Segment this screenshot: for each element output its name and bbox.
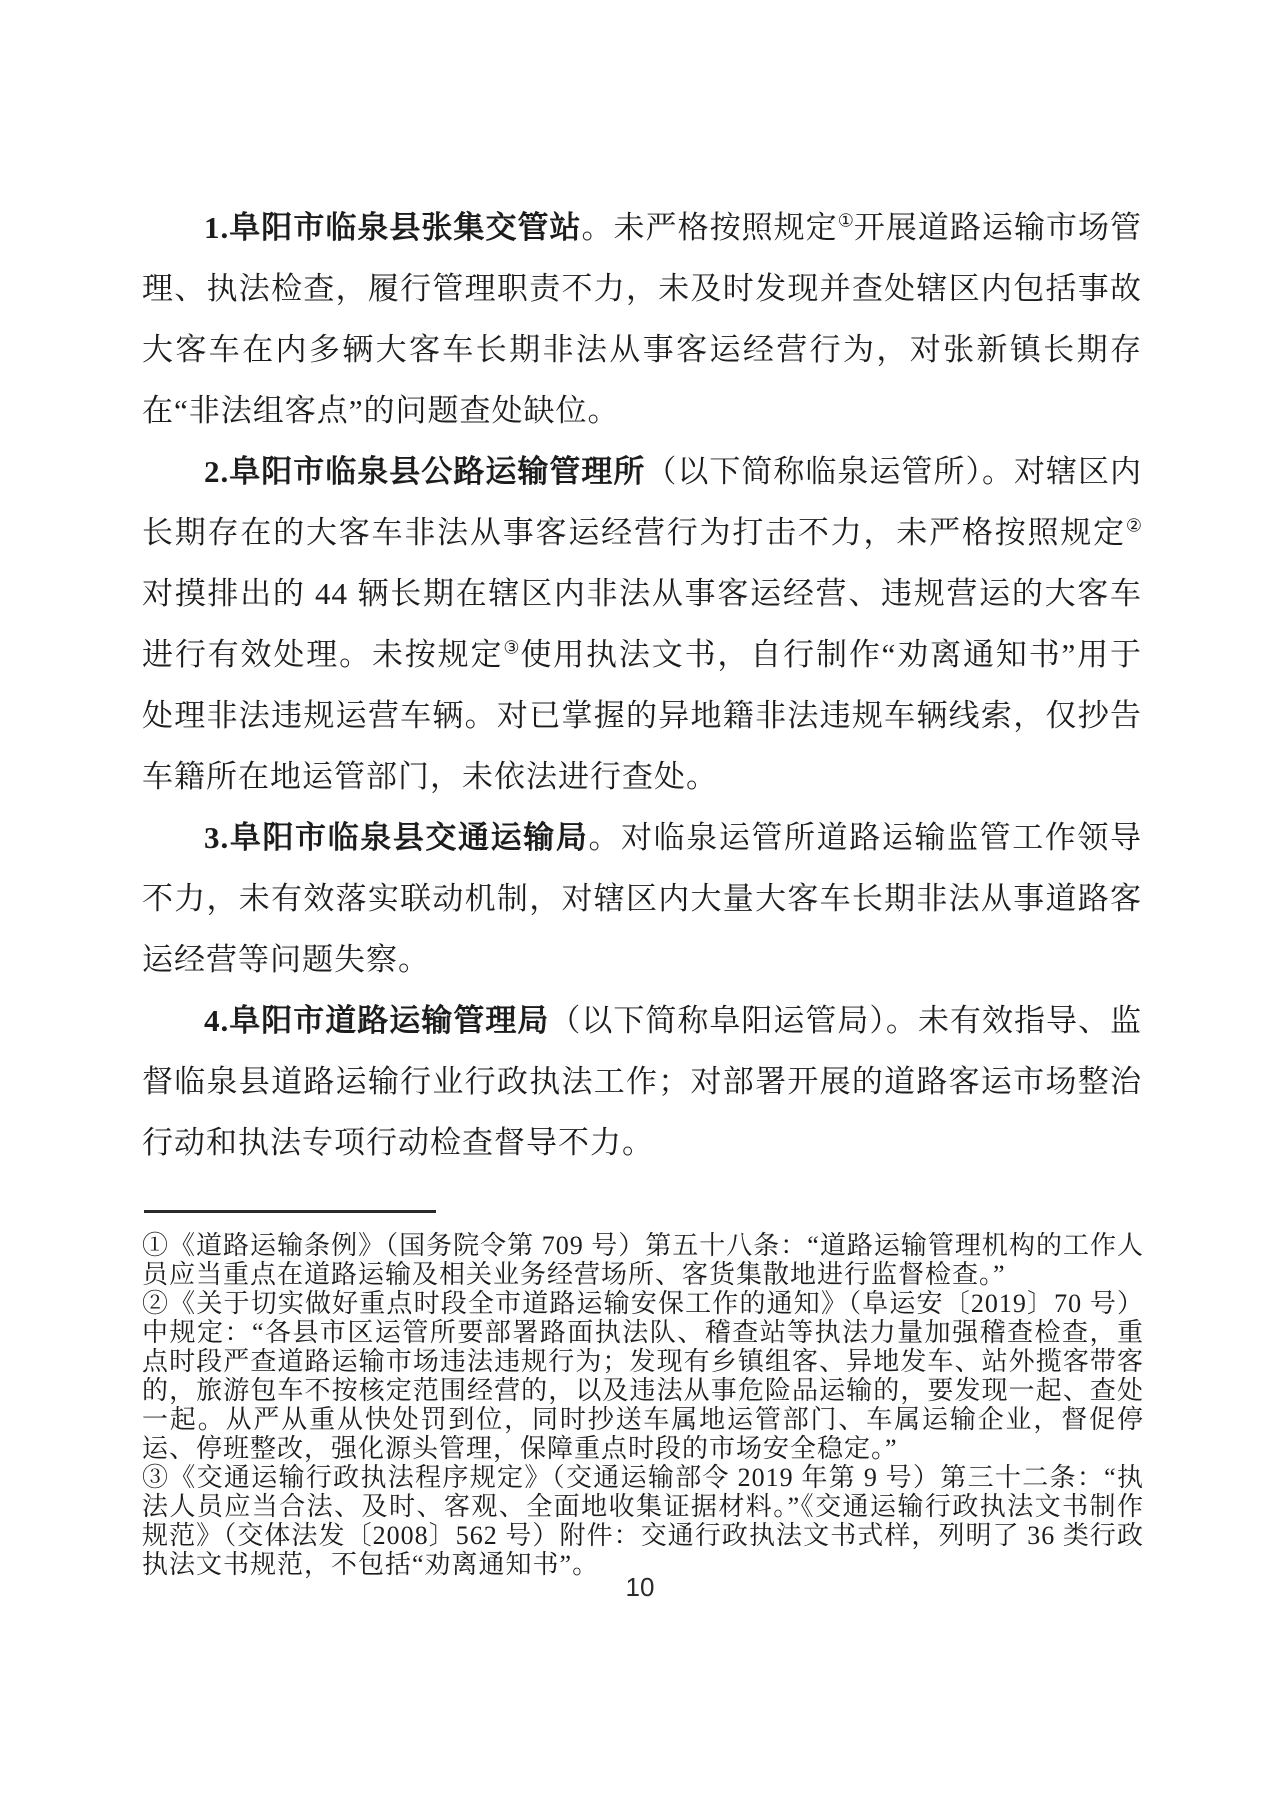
paragraph-3: [142, 807, 1142, 990]
footnote-2: ②《关于切实做好重点时段全市道路运输安保工作的通知》（阜运安〔2019〕70 号）中规定：“各县市区运管所要部署路面执法队、稽查站等执法力量加强稽查检查，重点时段严查道路运输市场违法违规行为；发现有乡镇组客、异地发车、站外揽客带客的，旅游包车不按核定范围经营的，以及违法从事危险品运输的，要发现一起、查处一起。从严从重从快处罚到位，同时抄送车属地运管部门、车属运输企业，督促停运、停班整改，强化源头管理，保障重点时段的市场安全稳定。”: [142, 1289, 1144, 1463]
paragraph-heading: 3.阜阳市临泉县交通运输局: [204, 820, 589, 855]
footnote-ref: ③: [503, 637, 521, 658]
footnote-1: ①《道路运输条例》（国务院令第 709 号）第五十八条：“道路运输管理机构的工作人员应当重点在道路运输及相关业务经营场所、客货集散地进行监督检查。”: [142, 1231, 1144, 1289]
paragraph-text: （以下简称临泉运管所）。对辖区内长期存在的大客车非法从事客运经营行为打击不力，未严格按照规定: [142, 454, 1143, 550]
paragraph-text: 。未严格按照规定: [581, 210, 838, 245]
page-number: 10: [625, 1572, 655, 1602]
body-paragraphs: [142, 197, 1142, 1173]
footnotes: [142, 1231, 1144, 1579]
footnote-ref: ①: [837, 210, 854, 231]
paragraph-heading: 2.阜阳市临泉县公路运输管理所: [204, 454, 646, 489]
footnote-ref: ②: [1125, 515, 1142, 536]
footnote-separator: [144, 1210, 436, 1213]
paragraph-2: [142, 441, 1142, 807]
paragraph-text: 对摸排出的 44 辆长期在辖区内非法从事客运经营、违规营运的大客车进行有效处理。未按规定: [142, 576, 1142, 672]
paragraph-1: [142, 197, 1142, 441]
paragraph-heading: 1.阜阳市临泉县张集交管站: [204, 210, 582, 245]
paragraph-text: （以下简称阜阳运管局）。未有效指导、监督临泉县道路运输行业行政执法工作；对部署开展的道路客运市场整治行动和执法专项行动检查督导不力。: [142, 1003, 1142, 1160]
paragraph-text: 开展道路运输市场管理、执法检查，履行管理职责不力，未及时发现并查处辖区内包括事故大客车在内多辆大客车长期非法从事客运经营行为，对张新镇长期存在“非法组客点”的问题查处缺位。: [142, 210, 1143, 428]
paragraph-text: 。对临泉运管所道路运输监管工作领导不力，未有效落实联动机制，对辖区内大量大客车长期非法从事道路客运经营等问题失察。: [142, 820, 1143, 977]
paragraph-4: [142, 990, 1142, 1173]
footnote-3: ③《交通运输行政执法程序规定》（交通运输部令 2019 年第 9 号）第三十二条：“执法人员应当合法、及时、客观、全面地收集证据材料。”《交通运输行政执法文书制作规范》（交体法发〔2008〕562 号）附件：交通行政执法文书式样，列明了 36 类行政执法文书规范，不包括“劝离通知书”。: [142, 1463, 1144, 1579]
paragraph-text: 使用执法文书，自行制作“劝离通知书”用于处理非法违规运营车辆。对已掌握的异地籍非法违规车辆线索，仅抄告车籍所在地运管部门，未依法进行查处。: [142, 637, 1143, 794]
paragraph-heading: 4.阜阳市道路运输管理局: [204, 1003, 550, 1038]
